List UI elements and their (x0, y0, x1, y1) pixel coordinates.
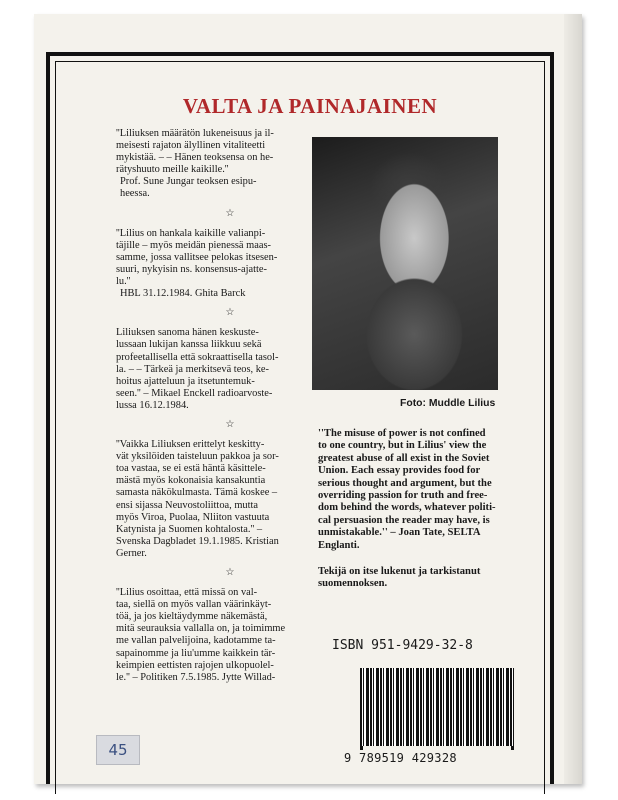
quote-source: Prof. Sune Jungar teoksen esipu- (120, 176, 257, 188)
quote-line: samasta näkökulmasta. Tämä koskee – (116, 487, 278, 499)
quote-line: töä, ja jos kieltäydymme näkemästä, (116, 611, 268, 623)
quote-line: taa, siellä on myös vallan väärinkäyt- (116, 599, 272, 611)
english-quote-line: greatest abuse of all exist in the Soviet (318, 452, 490, 464)
quote-line: mitä seurauksia vallalla on, ja toimimme (116, 623, 286, 635)
book-title: VALTA JA PAINAJAINEN (182, 94, 438, 118)
star-icon: ☆ (225, 207, 235, 219)
quote-line: Svenska Dagbladet 19.1.1985. Kristian (116, 535, 279, 547)
star-icon: ☆ (225, 567, 235, 578)
quote-line: profeetallisella että sokraattisella tasol- (116, 351, 279, 363)
english-review-column (318, 428, 508, 591)
english-quote-line: cal persuasion the reader may have, is (318, 514, 490, 526)
quote-line: la. – – Tärkeä ja merkitsevä teos, ke- (116, 363, 270, 375)
review-quote-4 (110, 439, 310, 560)
english-quote-line: overriding passion for truth and free- (318, 490, 488, 502)
quote-line: ''Lilius osoittaa, että missä on val- (116, 587, 258, 599)
quote-line: Liliuksen sanoma hänen keskuste- (116, 327, 259, 339)
quote-line: täjille – myös meidän pienessä maas- (116, 239, 271, 251)
quote-line: ''Vaikka Liliuksen erittelyt keskitty- (116, 439, 265, 451)
barcode-icon (360, 668, 514, 746)
quote-line: lu.'' (116, 276, 131, 288)
quote-source: HBL 31.12.1984. Ghita Barck (120, 288, 246, 300)
author-note-line: suomennoksen. (318, 578, 388, 590)
quote-line: le.'' – Politiken 7.5.1985. Jytte Willad- (116, 671, 276, 683)
english-quote-line: to one country, but in Lilius' view the (318, 440, 487, 452)
author-photo (312, 137, 498, 390)
english-quote-line: ''The misuse of power is not confined (318, 428, 486, 439)
quote-line: Gerner. (116, 547, 147, 559)
quote-line: Katynista ja Suomen kohtalosta.'' – (116, 523, 263, 535)
quote-line: toa vastaa, se ei estä häntä käsittele- (116, 463, 266, 475)
quote-line: rätyshuuto meille kaikille.'' (116, 164, 229, 176)
quote-line: ''Lilius on hankala kaikille valianpi- (116, 227, 266, 239)
quote-line: samme, jossa vallitsee pelokas itsesen- (116, 251, 278, 263)
quote-line: lussaan lukijan kanssa liikkuu sekä (116, 339, 262, 351)
quote-line: hoitus ajatteluun ja itsetuntemuk- (116, 375, 255, 387)
quote-line: sapainomme ja liu'umme kaikkein tär- (116, 647, 276, 659)
quote-line: ensi sijassa Neuvostoliittoa, mutta (116, 499, 258, 511)
english-quote-line: Englanti. (318, 539, 360, 551)
quote-line: lussa 16.12.1984. (116, 399, 189, 411)
quote-line: keimpien eettisten rajojen ulkopuolel- (116, 659, 274, 671)
photo-caption: Foto: Muddle Lilius (400, 398, 496, 409)
quote-source: heessa. (120, 188, 150, 200)
review-quotes-column (110, 128, 310, 684)
quote-line: meisesti rajaton älyllinen vitaliteetti (116, 140, 266, 152)
isbn-number: ISBN 951-9429-32-8 (332, 638, 473, 653)
star-icon: ☆ (225, 418, 235, 430)
quote-line: me vallan palvelijoina, kadotamme ta- (116, 635, 276, 647)
star-icon: ☆ (225, 307, 235, 319)
english-quote-line: Union. Each essay provides food for (318, 465, 481, 477)
review-quote-3 (110, 327, 310, 412)
quote-line: vät yksilöiden taisteluun pakkoa ja sor- (116, 451, 279, 463)
quote-line: mästä myös kokonaisia kansakuntia (116, 475, 266, 487)
quote-line: myös Viroa, Puolaa, Nliiton vastuuta (116, 511, 270, 523)
author-note-line: Tekijä on itse lukenut ja tarkistanut (318, 566, 481, 578)
quote-line: seen.'' – Mikael Enckell radioarvoste- (116, 387, 273, 399)
barcode-number: 9 789519 429328 (344, 751, 457, 765)
quote-line: ''Liliuksen määrätön lukeneisuus ja il- (116, 128, 274, 139)
english-quote-line: unmistakable.'' – Joan Tate, SELTA (318, 527, 481, 539)
english-quote-line: serious thought and argument, but the (318, 477, 492, 489)
english-quote-line: dom behind the words, whatever politi- (318, 502, 496, 514)
cover-edge (564, 14, 582, 784)
review-quote-5 (110, 587, 310, 684)
quote-line: suuri, nykyisin ns. konsensus-ajatte- (116, 263, 267, 275)
review-quote-2 (110, 228, 310, 301)
review-quote-1 (110, 128, 310, 201)
quote-line: mykistää. – – Hänen teoksensa on he- (116, 152, 274, 164)
price-sticker: 45 (96, 735, 140, 765)
